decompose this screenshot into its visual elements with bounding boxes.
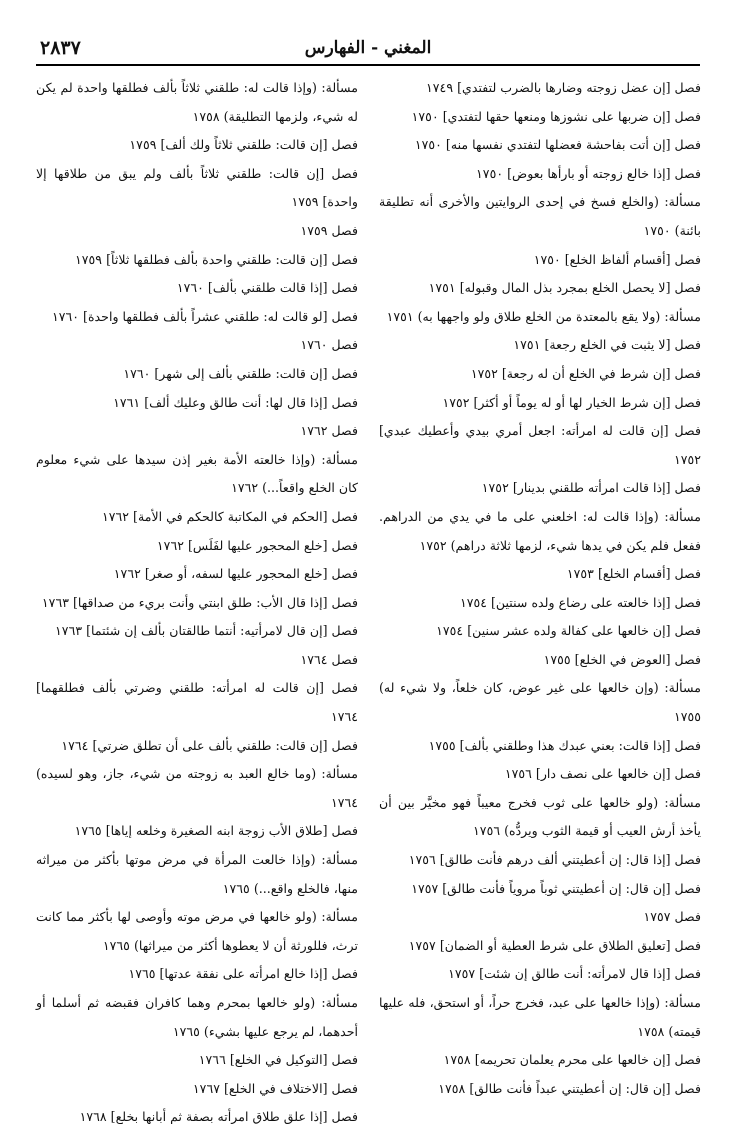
index-entry: فصل [إذا قال لامرأته: أنت طالق إن شئت] ١٧٥٧ xyxy=(448,966,701,982)
index-entry: فصل [خلع المحجور عليها لسفه، أو صغر] ١٧٦٢ xyxy=(113,566,358,582)
index-entry: فصل [إن خالعها على كفالة ولده عشر سنين] ١٧٥٤ xyxy=(436,623,701,639)
index-entry: فصل [إن قال: إن أعطيتني عبداً فأنت طالق] ١٧٥٨ xyxy=(438,1080,701,1096)
index-entry: مسألة: (والخلع فسخ في إحدى الروايتين والأخرى أنه تطليقة بائنة) ١٧٥٠ xyxy=(379,194,701,238)
index-entry: مسألة: (وإذا خالعها على عبد، فخرج حراً، أو استحق، فله عليها قيمته) ١٧٥٨ xyxy=(379,995,701,1039)
index-entry: فصل [إن قالت: طلقني ثلاثاً ولك ألف] ١٧٥٩ xyxy=(129,137,358,153)
index-entry: مسألة: (وإذا قالت له: طلقني ثلاثاً بألف فطلقها واحدة لم يكن له شيء، ولزمها التطليقة) ١٧٥٨ xyxy=(36,80,358,124)
index-entry: فصل [لا يثبت في الخلع رجعة] ١٧٥١ xyxy=(513,337,701,353)
index-entry: مسألة: (وإن خالعها على غير عوض، كان خلعاً، ولا شيء له) ١٧٥٥ xyxy=(379,680,701,725)
page-header xyxy=(36,38,700,66)
index-entry: فصل [إن قالت: طلقني بألف على أن تطلق ضرتي] ١٧٦٤ xyxy=(61,737,358,753)
index-entry: فصل [إن قالت له امرأته: اجعل أمري بيدي وأعطيك عبدي] ١٧٥٢ xyxy=(379,423,701,467)
index-entry: فصل [إذا خالع امرأته على نفقة عدتها] ١٧٦٥ xyxy=(128,966,358,982)
running-title: المغني - الفهارس xyxy=(304,38,432,58)
index-entry: فصل [خلع المحجور عليها لفَلَس] ١٧٦٢ xyxy=(156,537,358,553)
index-entry: فصل [إن شرط الخيار لها أو له يوماً أو أكثر] ١٧٥٢ xyxy=(442,394,701,410)
index-entry: فصل [إذا خالع زوجته أو بارأها بعوض] ١٧٥٠ xyxy=(476,165,701,181)
index-entry: فصل [إن خالعها على محرم يعلمان تحريمه] ١٧٥٨ xyxy=(443,1052,701,1068)
index-entry: مسألة: (وما خالع العبد به زوجته من شيء، جاز، وهو لسيده) ١٧٦٤ xyxy=(36,766,358,810)
index-entry: فصل [إذا علق طلاق امرأته بصفة ثم أبانها بخلع] ١٧٦٨ xyxy=(79,1109,358,1125)
index-entry: فصل ١٧٥٧ xyxy=(643,909,701,925)
index-entry: فصل [العوض في الخلع] ١٧٥٥ xyxy=(543,651,701,667)
right-index-column xyxy=(379,74,701,1103)
index-entry: فصل [إن قال لامرأتيه: أنتما طالقتان بألف إن شئتما] ١٧٦٣ xyxy=(55,623,358,639)
index-entry: فصل [إن قالت له امرأته: طلقني وضرتي بألف فطلقهما] ١٧٦٤ xyxy=(36,680,358,725)
index-entry: فصل [إذا قالت طلقني بألف] ١٧٦٠ xyxy=(176,280,358,296)
index-entry: مسألة: (ولو خالعها على ثوب فخرج معيباً فهو مخيَّر بين أن يأخذ أرش العيب أو قيمة الثوب ويردُّه) ١٧٥٦ xyxy=(379,794,701,839)
index-entry: فصل [أقسام الخلع] ١٧٥٣ xyxy=(566,566,701,582)
index-entry: فصل ١٧٦٢ xyxy=(300,423,358,439)
index-entry: فصل [التوكيل في الخلع] ١٧٦٦ xyxy=(198,1052,358,1068)
index-entry: فصل [إذا قال الأب: طلق ابنتي وأنت بريء من صداقها] ١٧٦٣ xyxy=(41,594,358,610)
index-entry: فصل ١٧٥٩ xyxy=(300,222,358,238)
index-entry: فصل [طلاق الأب زوجة ابنه الصغيرة وخلعه إياها] ١٧٦٥ xyxy=(74,823,358,839)
index-entry: فصل [إن قالت: طلقني ثلاثاً بألف ولم يبق من طلاقها إلا واحدة] ١٧٥٩ xyxy=(36,165,358,210)
index-entry: فصل [إذا قال لها: أنت طالق وعليك ألف] ١٧٦١ xyxy=(113,394,358,410)
index-entry: فصل [الحكم في المكاتبة كالحكم في الأمة] ١٧٦٢ xyxy=(101,508,358,524)
index-entry: فصل [لو قالت له: طلقني عشراً بألف فطلقها واحدة] ١٧٦٠ xyxy=(51,308,358,324)
index-entry: مسألة: (وإذا قالت له: اخلعني على ما في يدي من الدراهم. ففعل فلم يكن في يدها شيء، لزمها ثلاثة دراهم) ١٧٥٢ xyxy=(379,508,701,553)
index-entry: مسألة: (وإذا خالعت المرأة في مرض موتها بأكثر من ميراثه منها، فالخلع واقع...) ١٧٦٥ xyxy=(36,852,358,896)
index-entry: فصل ١٧٦٤ xyxy=(300,651,358,667)
index-entry: فصل [إذا خالعته على رضاع ولده سنتين] ١٧٥٤ xyxy=(459,594,701,610)
index-entry: فصل [إذا قالت امرأته طلقني بدينار] ١٧٥٢ xyxy=(481,480,701,496)
index-entry: فصل [إذا قالت: بعني عبدك هذا وطلقني بألف] ١٧٥٥ xyxy=(428,737,701,753)
index-entry: فصل [إن أتت بفاحشة فعضلها لتفتدي نفسها منه] ١٧٥٠ xyxy=(414,137,701,153)
index-entry: مسألة: (ولو خالعها بمحرم وهما كافران فقبضه ثم أسلما أو أحدهما، لم يرجع عليها بشيء) ١٧٦٥ xyxy=(36,995,358,1039)
index-entry: فصل [إن قالت: طلقني واحدة بألف فطلقها ثلاثاً] ١٧٥٩ xyxy=(75,251,358,267)
index-entry: فصل [أقسام ألفاظ الخلع] ١٧٥٠ xyxy=(533,251,701,267)
index-entry: فصل [إن عضل زوجته وضارها بالضرب لتفتدي] ١٧٤٩ xyxy=(426,80,701,95)
index-entry: فصل [إن خالعها على نصف دار] ١٧٥٦ xyxy=(504,766,701,782)
index-entry: فصل [إن ضربها على نشوزها ومنعها حقها لتفتدي] ١٧٥٠ xyxy=(411,108,701,124)
index-entry: مسألة: (وإذا خالعته الأمة بغير إذن سيدها على شيء معلوم كان الخلع واقعاً...) ١٧٦٢ xyxy=(36,451,358,496)
index-entry: فصل [لا يحصل الخلع بمجرد بذل المال وقبوله] ١٧٥١ xyxy=(428,280,701,296)
page-number: ٢٨٣٧ xyxy=(40,37,81,59)
index-entry: فصل [إن قال: إن أعطيتني ثوباً مروياً فأنت طالق] ١٧٥٧ xyxy=(411,880,701,896)
index-entry: مسألة: (ولو خالعها في مرض موته وأوصى لها بأكثر مما كانت ترث، فللورثة أن لا يعطوها أكثر من ميراثها) ١٧٦٥ xyxy=(36,909,358,953)
index-entry: فصل [الاختلاف في الخلع] ١٧٦٧ xyxy=(192,1080,358,1096)
index-entry: فصل [إن قالت: طلقني بألف إلى شهر] ١٧٦٠ xyxy=(123,365,358,381)
index-entry: فصل [تعليق الطلاق على شرط العطية أو الضمان] ١٧٥٧ xyxy=(408,937,701,953)
index-entry: فصل [إذا قال: إن أعطيتني ألف درهم فأنت طالق] ١٧٥٦ xyxy=(408,852,701,868)
index-entry: فصل ١٧٦٠ xyxy=(300,337,358,353)
index-entry: مسألة: (ولا يقع بالمعتدة من الخلع طلاق ولو واجهها به) ١٧٥١ xyxy=(386,308,701,324)
left-index-column xyxy=(36,74,358,1132)
index-entry: فصل [إن شرط في الخلع أن له رجعة] ١٧٥٢ xyxy=(470,365,701,381)
